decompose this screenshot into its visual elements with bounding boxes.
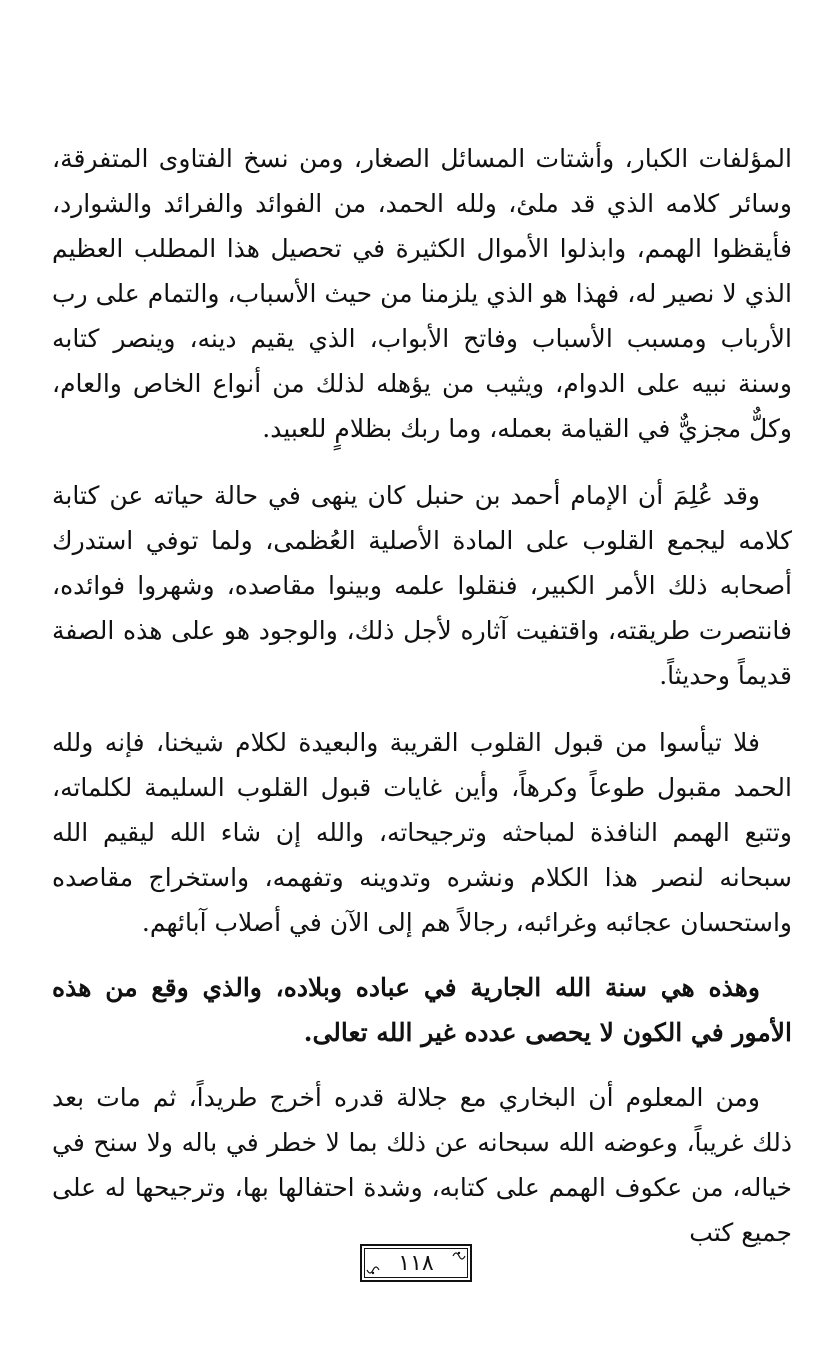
paragraph-1: المؤلفات الكبار، وأشتات المسائل الصغار، ومن نسخ الفتاوى المتفرقة، وسائر كلامه الذي قد ملئ، ولله الحمد، من الفوائد والفرائد والشوارد، فأيقظوا الهمم، وابذلوا الأموال الكثيرة في تحصيل هذا المطلب العظيم الذي لا نصير له، فهذا هو الذي يلزمنا من حيث الأسباب، والتمام على رب الأرباب ومسبب الأسباب وفاتح الأبواب، الذي يقيم دينه، وينصر كتابه وسنة نبيه على الدوام، ويثيب من يؤهله لذلك من أنواع الخاص والعام، وكلٌّ مجزيٌّ في القيامة بعمله، وما ربك بظلامٍ للعبيد.: [52, 144, 792, 443]
ornament-icon: [452, 1249, 466, 1263]
paragraph-2: وقد عُلِمَ أن الإمام أحمد بن حنبل كان ينهى في حالة حياته عن كتابة كلامه ليجمع القلوب على المادة الأصلية العُظمى، ولما توفي استدرك أصحابه ذلك الأمر الكبير، فنقلوا علمه وبينوا مقاصده، وشهروا فوائده، فانتصرت طريقته، واقتفيت آثاره لأجل ذلك، والوجود هو على هذه الصفة قديماً وحديثاً.: [52, 481, 792, 690]
page-number-frame: [360, 1244, 472, 1282]
page-body: [52, 136, 792, 1255]
paragraph-3: فلا تيأسوا من قبول القلوب القريبة والبعيدة لكلام شيخنا، فإنه ولله الحمد مقبول طوعاً وكرهاً، وأين غايات قبول القلوب السليمة لكلماته، وتتبع الهمم النافذة لمباحثه وترجيحاته، والله إن شاء الله ليقيم الله سبحانه لنصر هذا الكلام ونشره وتدوينه وتفهمه، واستخراج مقاصده واستحسان عجائبه وغرائبه، رجالاً هم إلى الآن في أصلاب آبائهم.: [52, 728, 792, 937]
page-number: ١١٨: [398, 1250, 434, 1276]
paragraph-4: وهذه هي سنة الله الجارية في عباده وبلاده، والذي وقع من هذه الأمور في الكون لا يحصى عدده غير الله تعالى.: [52, 973, 792, 1047]
ornament-icon: [366, 1263, 380, 1277]
paragraph-5: ومن المعلوم أن البخاري مع جلالة قدره أخرج طريداً، ثم مات بعد ذلك غريباً، وعوضه الله سبحانه عن ذلك بما لا خطر في باله ولا سنح في خياله، من عكوف الهمم على كتابه، وشدة احتفالها بها، وترجيحها له على جميع كتب: [52, 1083, 792, 1247]
